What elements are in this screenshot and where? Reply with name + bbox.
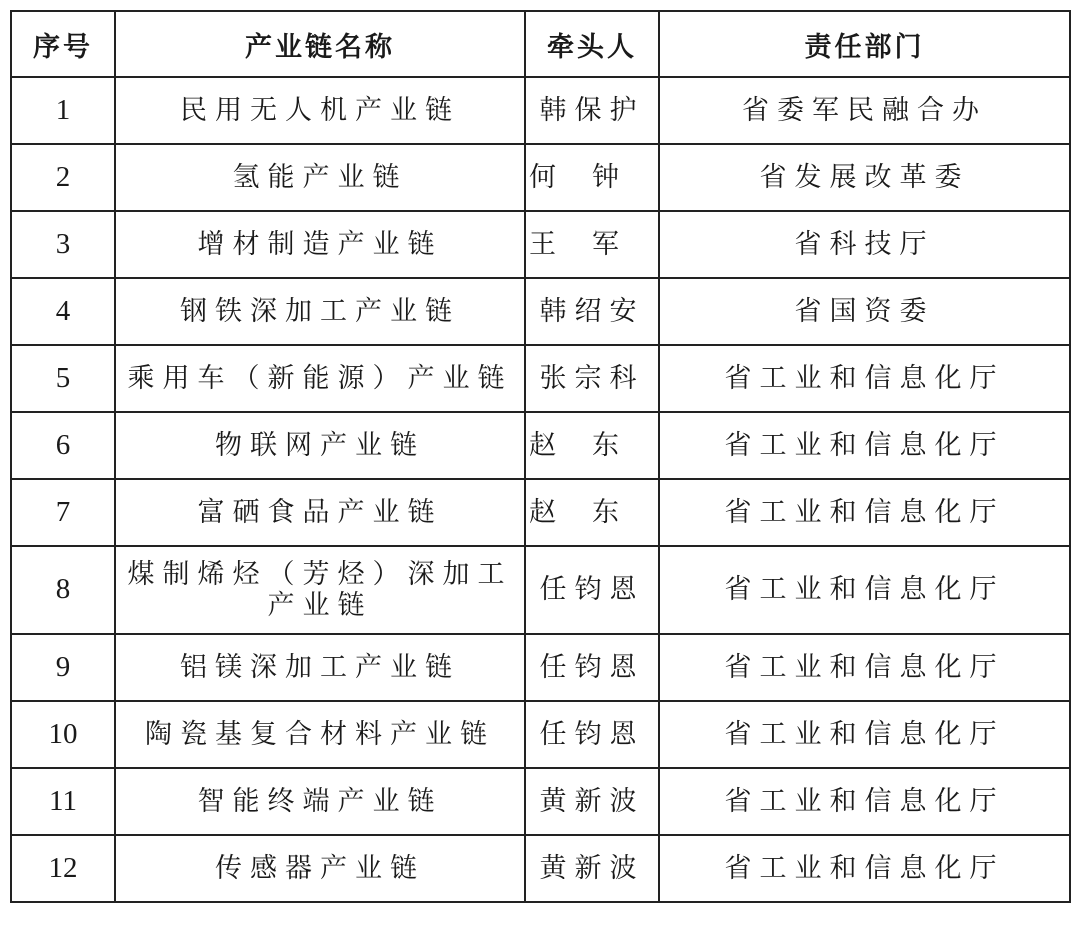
row-leader: 何钟 (525, 144, 659, 211)
row-chain-name: 乘用车（新能源）产业链 (115, 345, 525, 412)
row-index: 4 (11, 278, 115, 345)
row-department: 省工业和信息化厅 (659, 345, 1070, 412)
header-chain-name: 产业链名称 (115, 11, 525, 77)
row-leader: 任钧恩 (525, 546, 659, 634)
row-department: 省发展改革委 (659, 144, 1070, 211)
row-chain-name: 煤制烯烃（芳烃）深加工产业链 (115, 546, 525, 634)
header-row (11, 11, 1070, 77)
cropped-text-fragment (80, 918, 340, 927)
table-row (11, 768, 1070, 835)
row-index: 5 (11, 345, 115, 412)
row-index: 9 (11, 634, 115, 701)
row-leader: 黄新波 (525, 835, 659, 902)
row-index: 2 (11, 144, 115, 211)
row-index: 6 (11, 412, 115, 479)
table-body (11, 77, 1070, 902)
table-row (11, 77, 1070, 144)
row-index: 7 (11, 479, 115, 546)
table-row (11, 211, 1070, 278)
table-header (11, 11, 1070, 77)
row-leader: 张宗科 (525, 345, 659, 412)
row-department: 省工业和信息化厅 (659, 634, 1070, 701)
row-leader: 赵东 (525, 479, 659, 546)
table-row (11, 345, 1070, 412)
row-index: 3 (11, 211, 115, 278)
row-chain-name: 智能终端产业链 (115, 768, 525, 835)
row-index: 12 (11, 835, 115, 902)
row-department: 省国资委 (659, 278, 1070, 345)
row-chain-name: 氢能产业链 (115, 144, 525, 211)
table-row (11, 144, 1070, 211)
row-leader: 任钧恩 (525, 634, 659, 701)
row-department: 省工业和信息化厅 (659, 479, 1070, 546)
header-index: 序号 (11, 11, 115, 77)
row-leader: 任钧恩 (525, 701, 659, 768)
row-leader: 赵东 (525, 412, 659, 479)
row-leader: 王军 (525, 211, 659, 278)
row-chain-name: 民用无人机产业链 (115, 77, 525, 144)
row-department: 省工业和信息化厅 (659, 701, 1070, 768)
header-department: 责任部门 (659, 11, 1070, 77)
row-chain-name: 增材制造产业链 (115, 211, 525, 278)
row-chain-name: 陶瓷基复合材料产业链 (115, 701, 525, 768)
table-row (11, 701, 1070, 768)
row-department: 省工业和信息化厅 (659, 835, 1070, 902)
row-leader: 韩绍安 (525, 278, 659, 345)
row-department: 省工业和信息化厅 (659, 412, 1070, 479)
table-row (11, 278, 1070, 345)
row-department: 省科技厅 (659, 211, 1070, 278)
row-index: 1 (11, 77, 115, 144)
row-chain-name: 钢铁深加工产业链 (115, 278, 525, 345)
row-chain-name: 富硒食品产业链 (115, 479, 525, 546)
row-department: 省委军民融合办 (659, 77, 1070, 144)
table-row (11, 412, 1070, 479)
row-chain-name: 传感器产业链 (115, 835, 525, 902)
table-row (11, 634, 1070, 701)
table-row (11, 479, 1070, 546)
row-leader: 黄新波 (525, 768, 659, 835)
header-leader: 牵头人 (525, 11, 659, 77)
row-chain-name: 铝镁深加工产业链 (115, 634, 525, 701)
row-index: 8 (11, 546, 115, 634)
table-row (11, 835, 1070, 902)
row-index: 11 (11, 768, 115, 835)
table-row (11, 546, 1070, 634)
row-index: 10 (11, 701, 115, 768)
row-department: 省工业和信息化厅 (659, 546, 1070, 634)
row-leader: 韩保护 (525, 77, 659, 144)
industry-chain-table (10, 10, 1071, 903)
row-chain-name: 物联网产业链 (115, 412, 525, 479)
row-department: 省工业和信息化厅 (659, 768, 1070, 835)
